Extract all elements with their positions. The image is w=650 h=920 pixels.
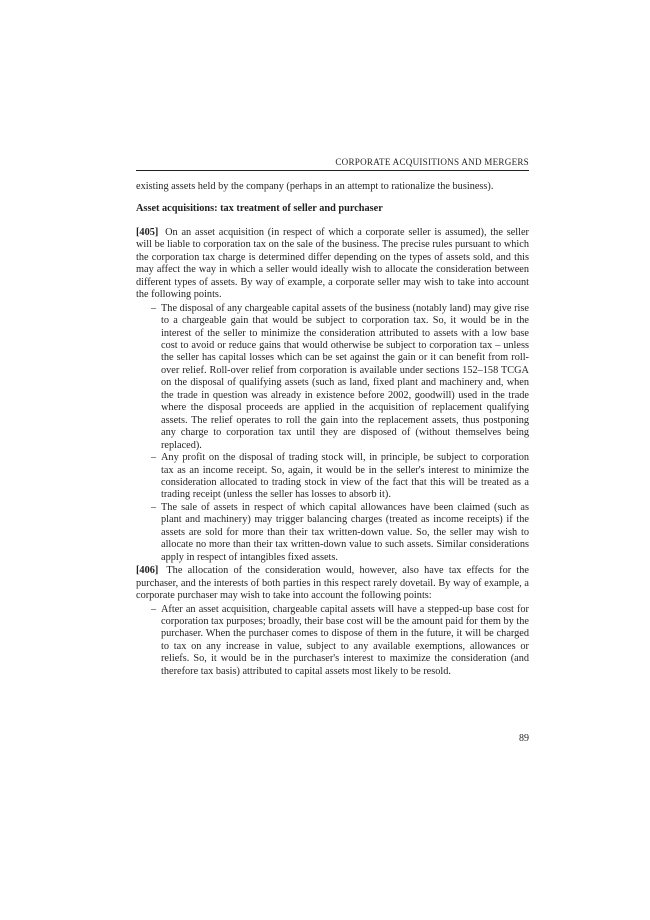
document-page bbox=[136, 157, 529, 679]
purchaser-points-list bbox=[136, 604, 529, 679]
paragraph-text: The allocation of the consideration would, however, also have tax effects for the purchaser, and the interests of both parties in this respect rarely dovetail. By way of example, a corporate purchaser may wish to take into account the following points: bbox=[136, 565, 530, 602]
list-item bbox=[136, 452, 529, 502]
paragraph-405 bbox=[136, 227, 529, 302]
dash-marker: – bbox=[151, 302, 157, 314]
page-number: 89 bbox=[519, 733, 529, 744]
list-item-text: The sale of assets in respect of which capital allowances have been claimed (such as plant and machinery) may trigger balancing charges (treated as income receipts) if the assets are sold for more than their tax written-down value. So, the seller may wish to allocate no more than their tax written-down value to such assets. Similar considerations apply in respect of intangibles fixed assets. bbox=[161, 501, 529, 563]
dash-marker: – bbox=[151, 501, 157, 513]
list-item bbox=[136, 502, 529, 564]
list-item bbox=[136, 303, 529, 452]
seller-points-list bbox=[136, 303, 529, 565]
paragraph-number: [405] bbox=[136, 226, 159, 238]
list-item-text: After an asset acquisition, chargeable capital assets will have a stepped-up base cost for corporation tax purposes; broadly, their base cost will be the amount paid for them by the purchaser. When the purchaser comes to dispose of them in the future, it will be charged to tax on any increase in value, subject to any available exemptions, allowances or reliefs. So, it would be in the purchaser's interest to maximize the consideration (and therefore tax basis) attributed to capital assets most likely to be resold. bbox=[161, 603, 529, 677]
running-header: CORPORATE ACQUISITIONS AND MERGERS bbox=[136, 157, 529, 171]
intro-continuation: existing assets held by the company (perhaps in an attempt to rationalize the business). bbox=[136, 181, 494, 192]
section-heading: Asset acquisitions: tax treatment of seller and purchaser bbox=[136, 203, 383, 215]
list-item-text: The disposal of any chargeable capital assets of the business (notably land) may give rise to a chargeable gain that would be subject to corporation tax. So, it would be in the interest of the seller to minimize the consideration attributed to assets with a low base cost to avoid or reduce gains that would otherwise be subject to corporation tax – unless the seller has capital losses which can be set against the gain or it can benefit from roll-over relief. Roll-over relief from corporation is available under sections 152–158 TCGA on the disposal of qualifying assets (such as land, fixed plant and machinery and, when the trade in question was already in existence before 2002, goodwill) used in the trade where the disposal proceeds are applied in the acquisition of replacement qualifying assets. The relief operates to roll the gain into the replacement assets, thus postponing any charge to corporation tax until they are disposed of (without themselves being replaced). bbox=[161, 302, 529, 451]
paragraph-text: On an asset acquisition (in respect of which a corporate seller is assumed), the seller will be liable to corporation tax on the sale of the business. The precise rules pursuant to which the corporation tax charge is determined differ depending on the types of assets sold, and this may affect the way in which a seller would ideally wish to allocate the consideration between different types of assets. By way of example, a corporate seller may wish to take into account the following points. bbox=[136, 226, 529, 301]
dash-marker: – bbox=[151, 603, 157, 615]
list-item bbox=[136, 604, 529, 679]
paragraph-406 bbox=[136, 565, 529, 602]
paragraph-number: [406] bbox=[136, 565, 159, 577]
dash-marker: – bbox=[151, 452, 157, 464]
list-item-text: Any profit on the disposal of trading stock will, in principle, be subject to corporation tax as an income receipt. So, again, it would be in the seller's interest to minimize the consideration allocated to trading stock in view of the fact that this will be treated as a trading receipt (unless the seller has losses to absorb it). bbox=[161, 452, 529, 501]
